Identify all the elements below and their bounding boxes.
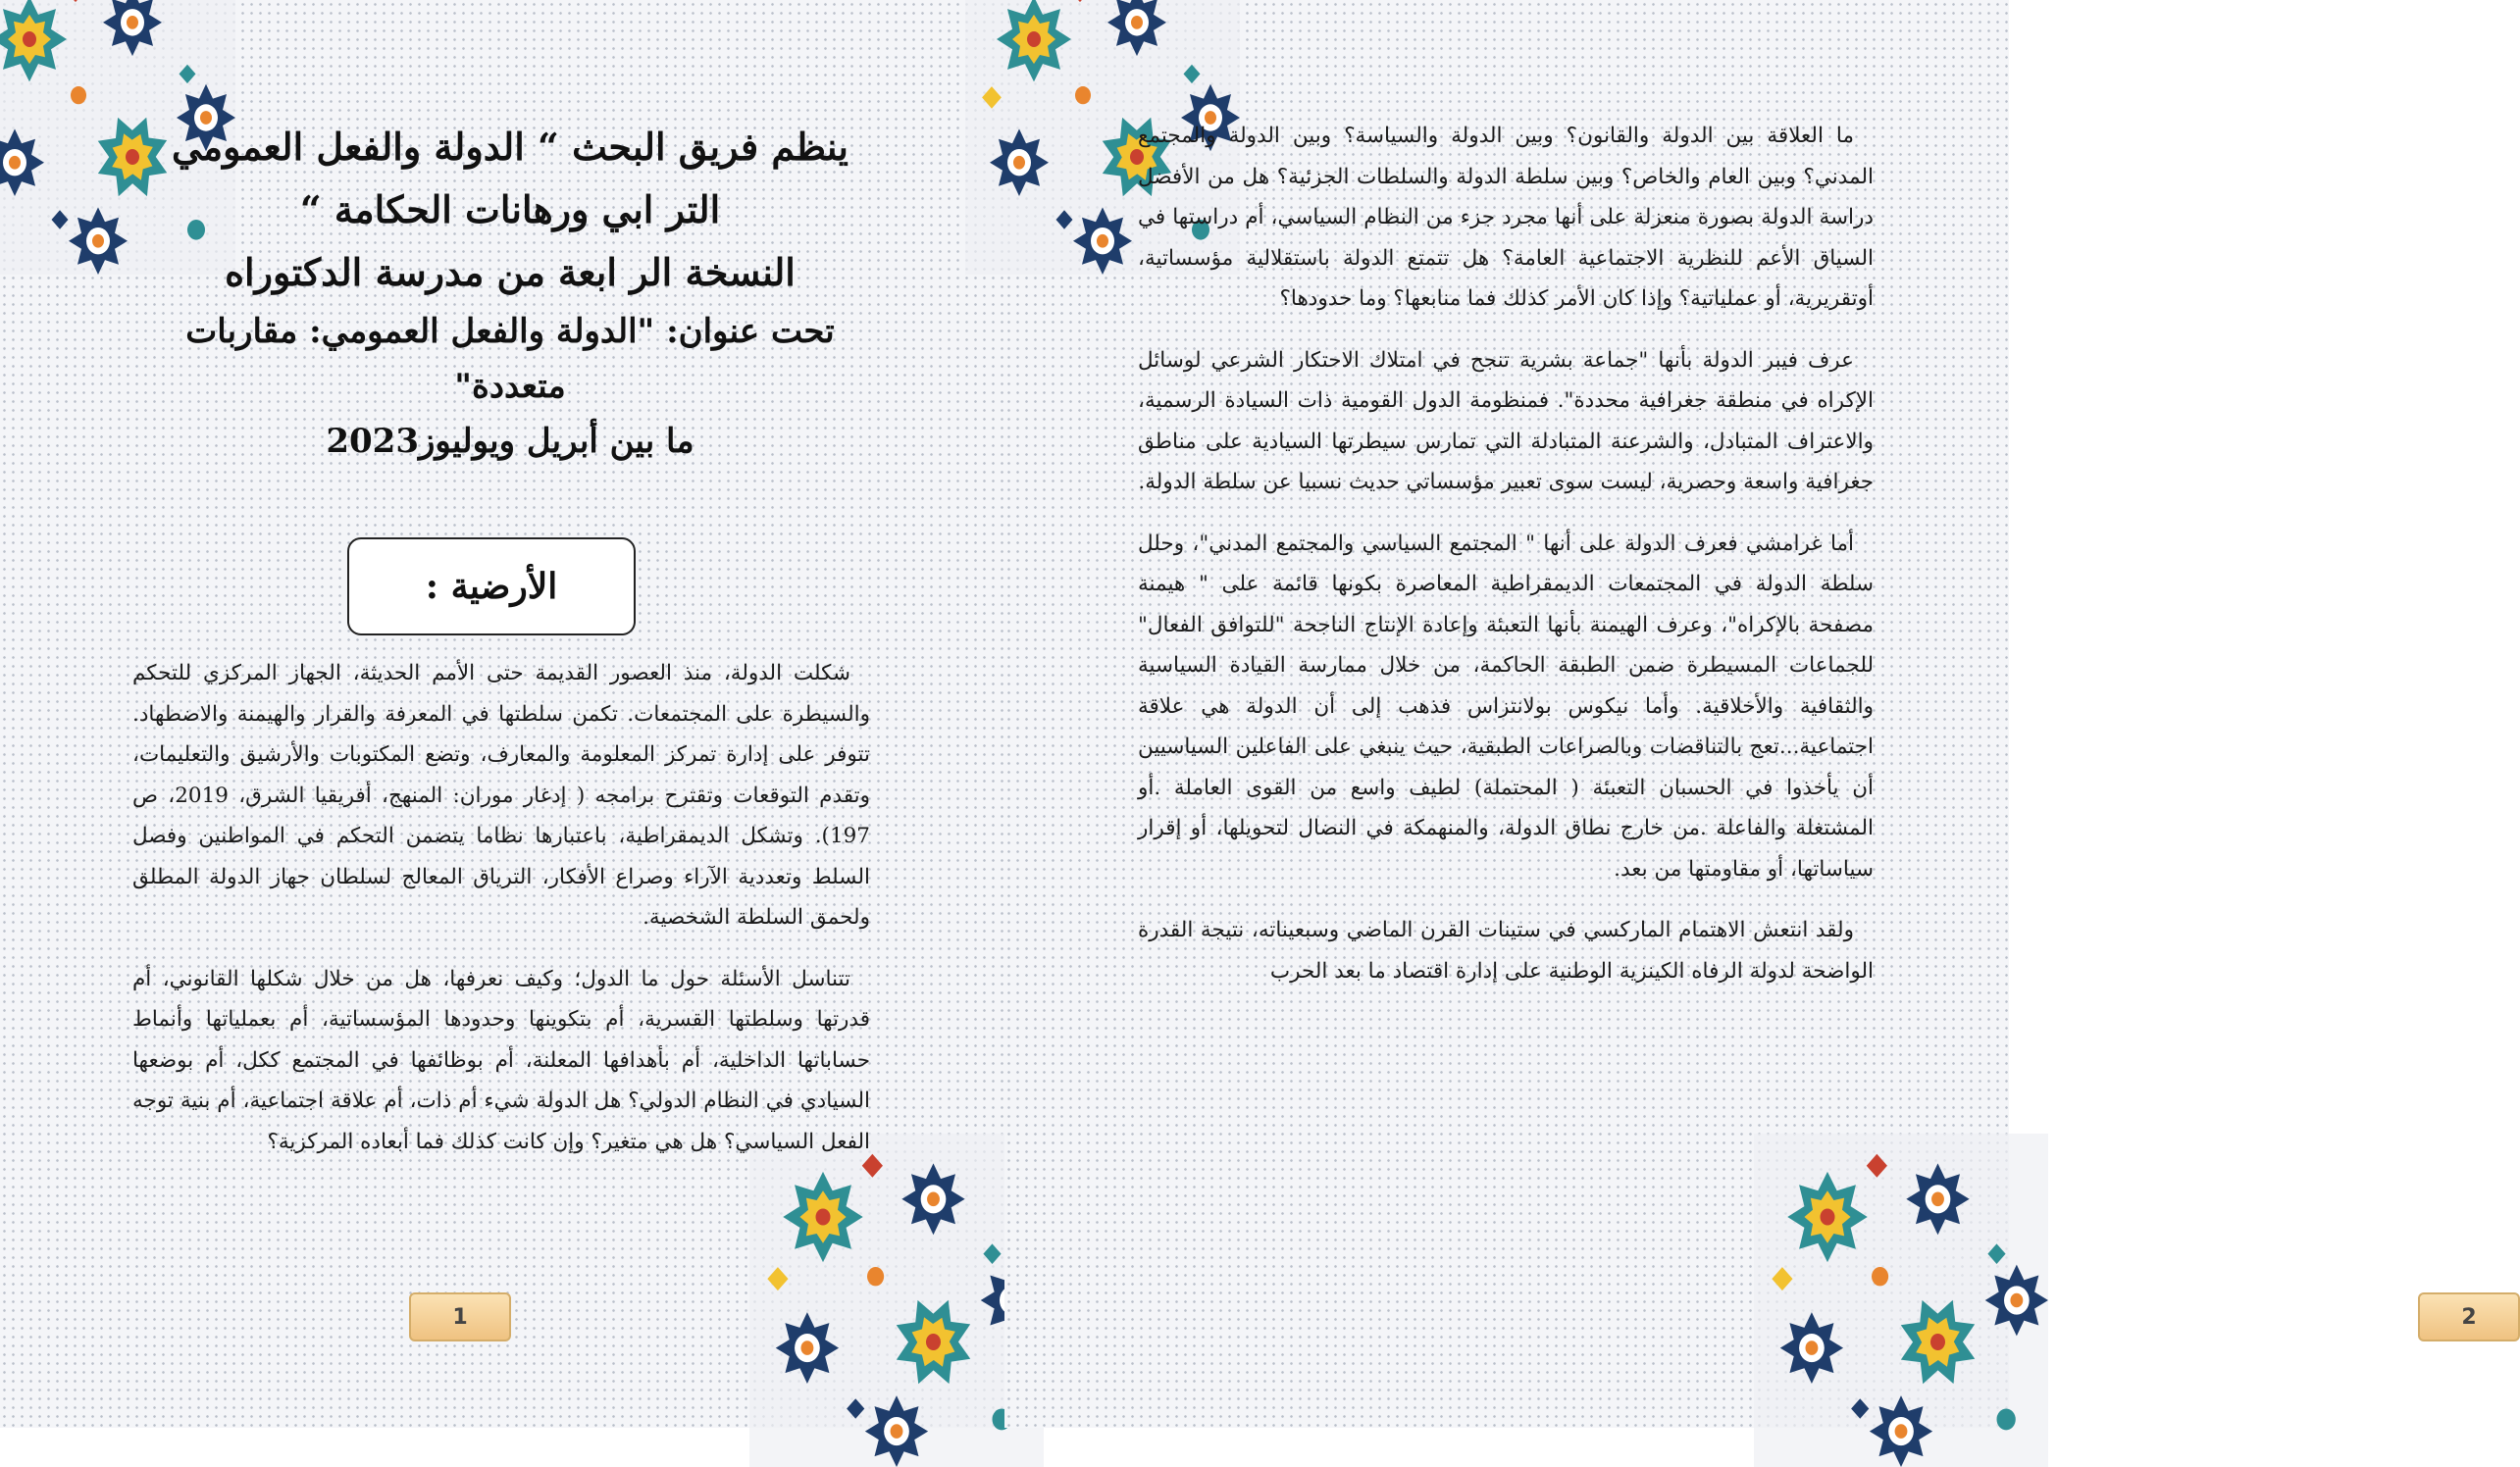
page-number: 1 — [452, 1304, 468, 1330]
paragraph: تتناسل الأسئلة حول ما الدول؛ وكيف نعرفها، هل من خلال شكلها القانوني، أم قدرتها وسلطتها القسرية، أم بتكوينها وحدودها المؤسساتية، أم بعملياتها وأنماط حساباتها الداخلية، أم بأهدافها المعلنة، أم بوظائفها في المجتمع ككل، أم بوضعها السيادي في النظام الدولي؟ هل الدولة شيء أم ذات، أم علاقة اجتماعية، أم بنية توجه الفعل السياسي؟ هل هي متغير؟ وإن كانت كذلك فما أبعاده المركزية؟ — [132, 966, 870, 1154]
page-left — [0, 0, 1004, 1428]
subtitle-line-1: تحت عنوان: "الدولة والفعل العمومي: مقاربات متعددة" — [185, 312, 835, 406]
title-line-1: ينظم فريق البحث “ الدولة والفعل العمومي — [172, 125, 849, 169]
title-line-3: النسخة الر ابعة من مدرسة الدكتوراه — [225, 250, 796, 294]
subtitle-line-2: ما بين أبريل ويوليوز2023 — [326, 422, 694, 461]
right-body-text — [1138, 116, 1874, 1012]
title-line-2: التر ابي ورهانات الحكامة “ — [299, 187, 721, 231]
paragraph: شكلت الدولة، منذ العصور القديمة حتى الأمم الحديثة، الجهاز المركزي للتحكم والسيطرة على المجتمعات. تكمن سلطتها في المعرفة والقرار والهيمنة والاضطهاد. تتوفر على إدارة تمركز المعلومة والمعارف، وتضع المكتوبات والأرشيق والتعليمات، وتقدم التوقعات وتقترح برامجه ( إدغار موران: المنهج، أفريقيا الشرق، 2019، ص 197). وتشكل الديمقراطية، باعتبارها نظاما يتضمن التحكم في المواطنين وفصل السلط وتعددية الآراء وصراع الأفكار، الترياق المعالج لسلطان جهاز الدولة المطلق ولحمق السلطة الشخصية. — [132, 661, 870, 930]
paragraph: ولقد انتعش الاهتمام الماركسي في ستينات القرن الماضي وسبعيناته، نتيجة القدرة الواضحة لدولة الرفاه الكينزية الوطنية على إدارة اقتصاد ما بعد الحرب — [1138, 918, 1874, 984]
paragraph: ما العلاقة بين الدولة والقانون؟ وبين الدولة والسياسة؟ وبين الدولة والمجتمع المدني؟ وبين العام والخاص؟ وبين سلطة الدولة والسلطات الجزئية؟ هل من الأفضل دراسة الدولة بصورة منعزلة على أنها مجرد جزء من النظام السياسي، أم دراستها في السياق الأعم للنظرية الاجتماعية العامة؟ هل تتمتع الدولة باستقلالية مؤسساتية، أوتقريرية، أو عملياتية؟ وإذا كان الأمر كذلك فما منابعها؟ وما حدودها؟ — [1138, 124, 1874, 311]
section-heading-box — [347, 537, 636, 635]
paragraph: أما غرامشي فعرف الدولة على أنها " المجتمع السياسي والمجتمع المدني"، وحلل سلطة الدولة في المجتمعات الديمقراطية المعاصرة بكونها قائمة على " هيمنة مصفحة بالإكراه"، وعرف الهيمنة بأنها التعبئة وإعادة الإنتاج الناجحة "للتوافق الفعال" للجماعات المسيطرة ضمن الطبقة الحاكمة، من خلال ممارسة القيادة السياسية والثقافية والأخلاقية. وأما نيكوس بولانتزاس فذهب إلى أن الدولة هي علاقة اجتماعية...تعج بالتناقضات وبالصراعات الطبقية، حيث ينبغي على الفاعلين السياسيين أن يأخذوا في الحسبان التعبئة ( المحتملة) لطيف واسع من القوى العاملة .أو المشتغلة والفاعلة .من خارج نطاق الدولة، والمنهمكة في النضال لتحويلها، أو إقرار سياساتها، أو مقاومتها من بعد. — [1138, 531, 1874, 882]
left-body-text — [132, 653, 870, 1183]
page-number: 2 — [2461, 1304, 2477, 1330]
section-heading: الأرضية : — [425, 566, 558, 607]
islamic-star-pattern-bottom-right — [1754, 1134, 2048, 1467]
islamic-star-pattern-bottom-right — [749, 1134, 1044, 1467]
announcement-title — [128, 116, 893, 469]
page-number-badge — [2418, 1292, 2520, 1341]
page-number-badge — [409, 1292, 511, 1341]
paragraph: عرف فيبر الدولة بأنها "جماعة بشرية تنجح في امتلاك الاحتكار الشرعي لوسائل الإكراه في منطقة جغرافية محددة". فمنظومة الدول القومية ذات السيادة الرسمية، والاعتراف المتبادل، والشرعنة المتبادلة التي تمارس سيطرتها السيادية على مناطق جغرافية واسعة وحصرية، ليست سوى تعبير مؤسساتي حديث نسبيا عن سلطة الدولة. — [1138, 347, 1874, 494]
